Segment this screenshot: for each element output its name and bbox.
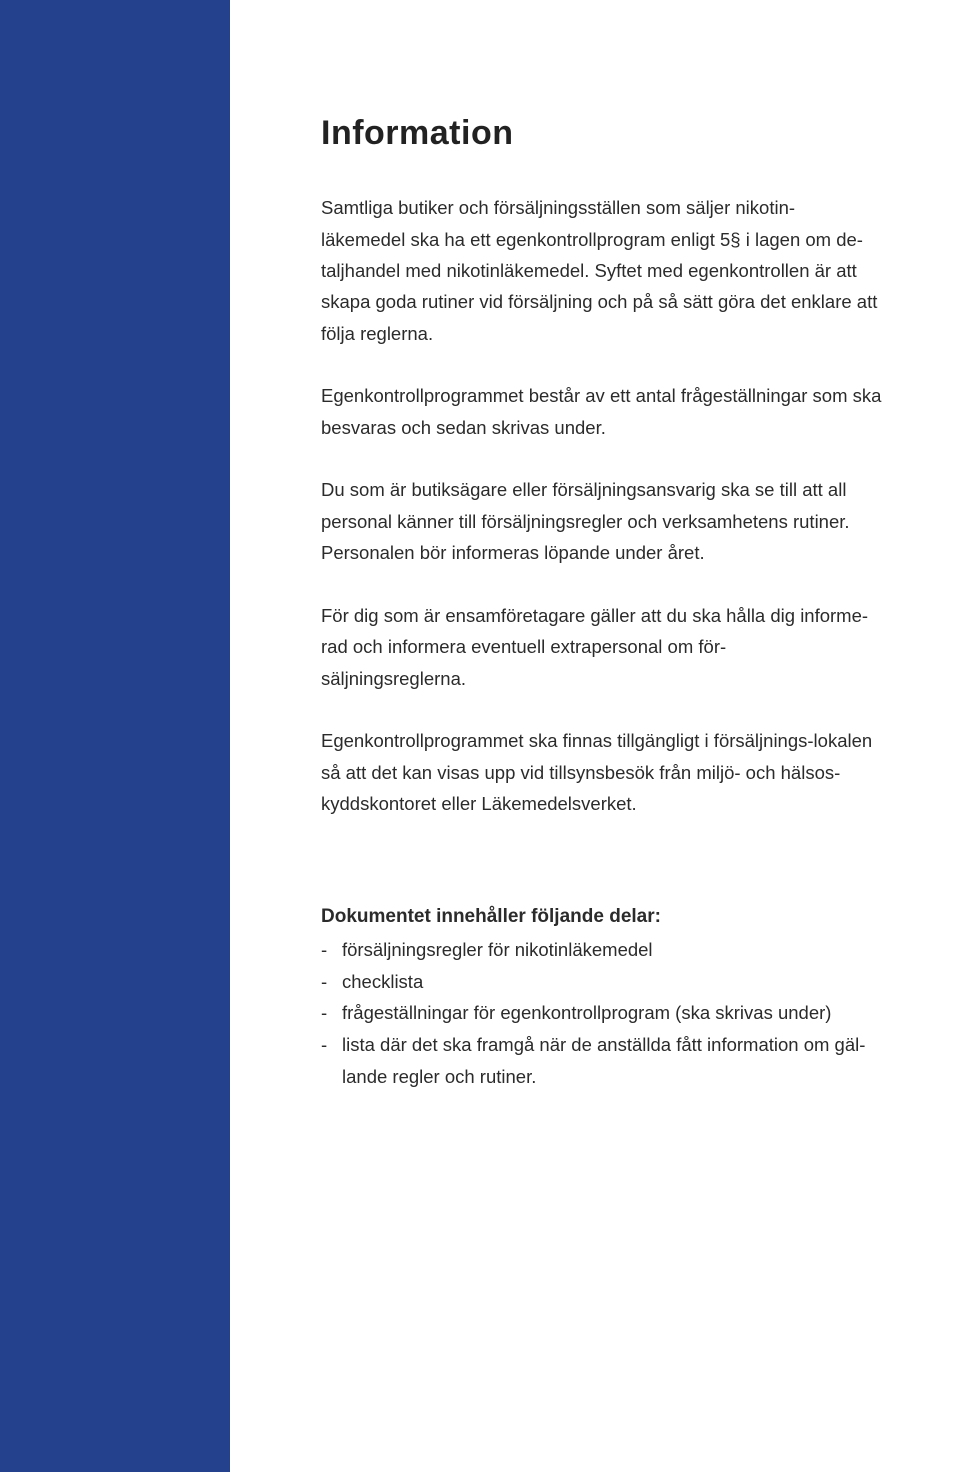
list-item-text: lista där det ska framgå när de anställda fått information om gäl-	[342, 1034, 866, 1055]
list-bullet: -	[321, 1002, 328, 1023]
paragraph-line: läkemedel ska ha ett egenkontrollprogram enligt 5§ i lagen om de-	[321, 229, 863, 250]
paragraph-line: Personalen bör informeras löpande under året.	[321, 542, 705, 563]
paragraph-line: rad och informera eventuell extrapersonal om för-	[321, 636, 727, 657]
paragraph-line: säljningsreglerna.	[321, 668, 467, 689]
list-bullet: -	[321, 971, 328, 992]
paragraph-line: taljhandel med nikotinläkemedel. Syftet med egenkontrollen är att	[321, 260, 857, 281]
list-item-text: frågeställningar för egenkontrollprogram (ska skrivas under)	[342, 1002, 832, 1023]
side-color-band	[0, 0, 230, 1472]
paragraph-line: För dig som är ensamföretagare gäller att du ska hålla dig informe-	[321, 605, 869, 626]
list-bullet: -	[321, 1034, 328, 1055]
paragraph-line: personal känner till försäljningsregler och verksamhetens rutiner.	[321, 511, 850, 532]
list-item-text: checklista	[342, 971, 424, 992]
paragraph-line: Egenkontrollprogrammet består av ett antal frågeställningar som ska	[321, 385, 882, 406]
page-title: Information	[321, 114, 514, 152]
paragraph-line: Egenkontrollprogrammet ska finnas tillgängligt i försäljnings-lokalen	[321, 730, 873, 751]
paragraph-line: Du som är butiksägare eller försäljningsansvarig ska se till att all	[321, 479, 847, 500]
contents-heading: Dokumentet innehåller följande delar:	[321, 906, 661, 927]
paragraph-line: besvaras och sedan skrivas under.	[321, 417, 606, 438]
paragraph-line: följa reglerna.	[321, 323, 434, 344]
paragraph-line: Samtliga butiker och försäljningsställen som säljer nikotin-	[321, 197, 796, 218]
list-item-text: lande regler och rutiner.	[342, 1066, 537, 1087]
list-item-text: försäljningsregler för nikotinläkemedel	[342, 939, 653, 960]
paragraph-line: skapa goda rutiner vid försäljning och på så sätt göra det enklare att	[321, 291, 878, 312]
paragraph-line: så att det kan visas upp vid tillsynsbesök från miljö- och hälsos-	[321, 762, 841, 783]
list-bullet: -	[321, 939, 328, 960]
paragraph-line: kyddskontoret eller Läkemedelsverket.	[321, 793, 637, 814]
